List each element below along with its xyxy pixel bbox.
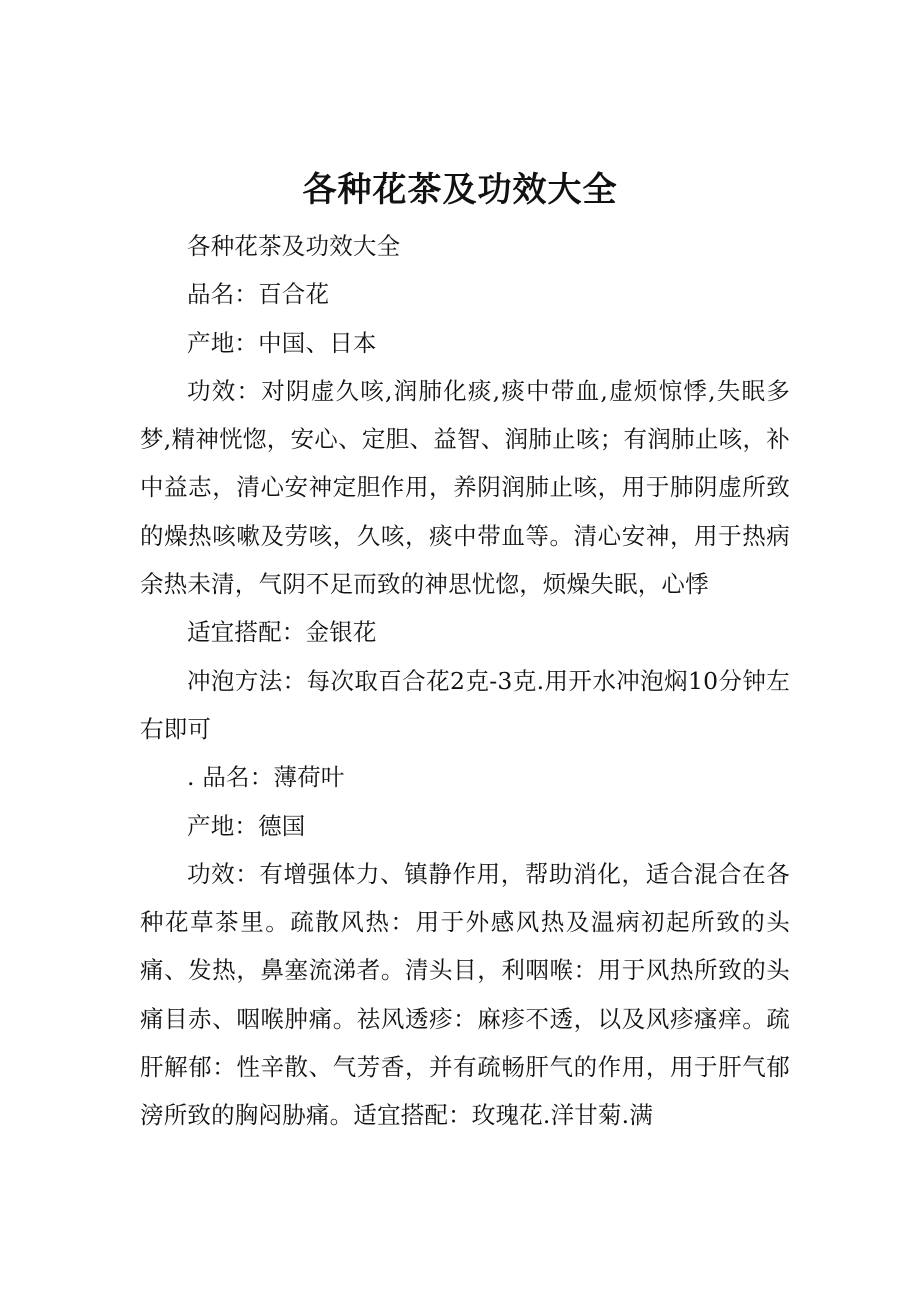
- paragraph-product-name-mint: . 品名：薄荷叶: [187, 763, 345, 792]
- paragraph-pairing-lily: 适宜搭配：金银花: [187, 618, 377, 647]
- document-body: [140, 222, 790, 1140]
- paragraph-subtitle: 各种花茶及功效大全: [187, 232, 401, 260]
- paragraph-product-name-lily: 品名：百合花: [187, 280, 330, 309]
- paragraph-brewing-lily: 冲泡方法：每次取百合花2克-3克.用开水冲泡焖10分钟左右即可: [140, 666, 790, 743]
- paragraph-effects-mint: 功效：有增强体力、镇静作用，帮助消化，适合混合在各种花草茶里。疏散风热：用于外感风热及温病初起所致的头痛、发热，鼻塞流涕者。清头目，利咽喉：用于风热所致的头痛目赤、咽喉肿痛。祛风透疹：麻疹不透，以及风疹瘙痒。疏肝解郁：性辛散、气芳香，并有疏畅肝气的作用，用于肝气郁滂所致的胸闷胁痛。适宜搭配：玫瑰花.洋甘菊.满: [140, 859, 790, 1130]
- document-title: 各种花茶及功效大全: [302, 169, 618, 210]
- paragraph-origin-mint: 产地：德国: [187, 811, 306, 840]
- paragraph-origin-lily: 产地：中国、日本: [187, 328, 377, 357]
- paragraph-effects-lily: 功效：对阴虚久咳,润肺化痰,痰中带血,虚烦惊悸,失眠多梦,精神恍惚，安心、定胆、益智、润肺止咳；有润肺止咳，补中益志，清心安神定胆作用，养阴润肺止咳，用于肺阴虚所致的燥热咳嗽及劳咳，久咳，痰中带血等。清心安神，用于热病余热未清，气阴不足而致的神思忧惚，烦燥失眠，心悸: [140, 376, 790, 599]
